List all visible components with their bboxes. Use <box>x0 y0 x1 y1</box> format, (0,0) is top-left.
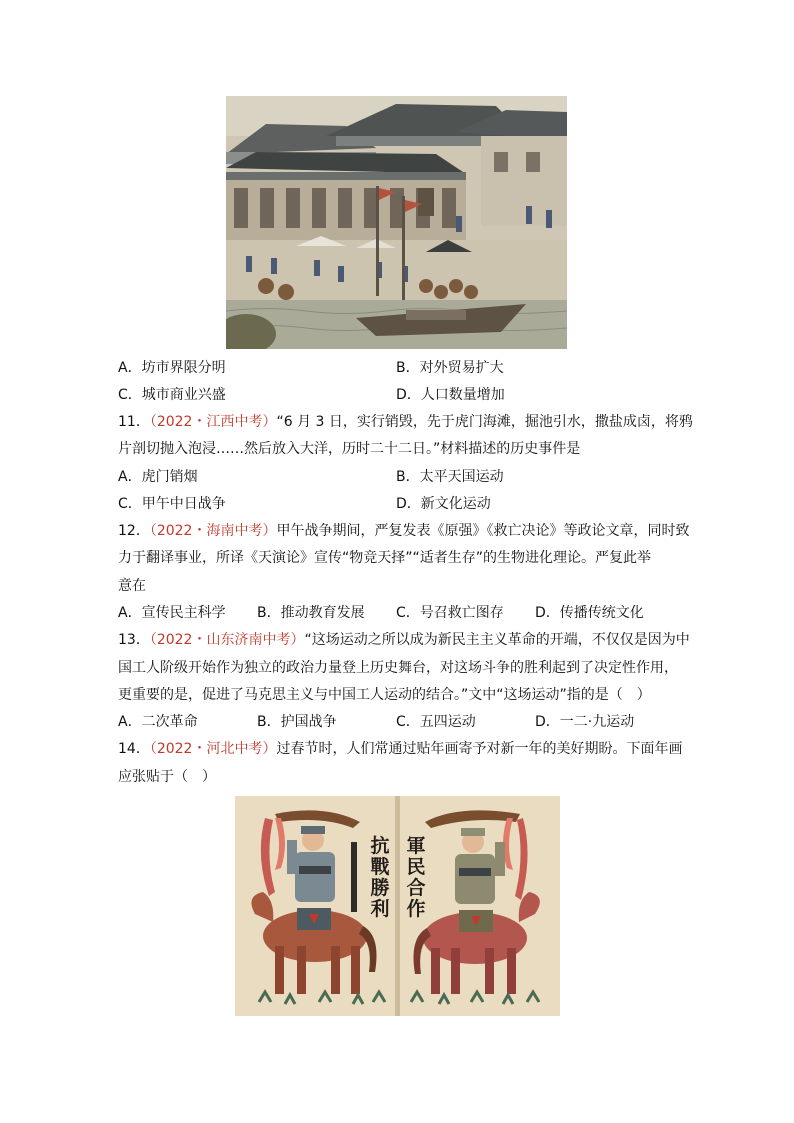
q13-option-a: A．二次革命 <box>118 714 198 730</box>
q12-option-c: C．号召救亡图存 <box>396 605 504 621</box>
q11-line-2: 片剖切抛入泡浸……然后放入大洋，历时二十二日。”材料描述的历史事件是 <box>118 441 581 457</box>
q13-option-d: D．一二·九运动 <box>535 714 635 730</box>
q14-line-2: 应张贴于（ ） <box>118 769 216 785</box>
q13-number: 13． <box>118 632 150 648</box>
market-street-painting <box>226 96 567 349</box>
q11-line-1 <box>118 412 693 432</box>
q12-line-2: 力于翻译事业，所译《天演论》宣传“物竞天择”“适者生存”的生物进化理论。严复此举 <box>118 550 652 566</box>
q12-source: （2022・海南中考） <box>149 523 277 539</box>
q11-source: （2022・江西中考） <box>149 414 277 430</box>
q11-option-b: B．太平天国运动 <box>396 469 504 485</box>
q12-option-b: B．推动教育发展 <box>257 605 365 621</box>
q11-text-1: “6 月 3 日，实行销毁，先于虎门海滩，掘池引水，撒盐成卤，将鸦 <box>276 414 693 430</box>
poster-right-slogan: 軍民合作 <box>406 835 426 920</box>
poster-left-slogan: 抗戰勝利 <box>370 835 390 920</box>
q13-line-2: 国工人阶级开始作为独立的政治力量登上历史舞台，对这场斗争的胜利起到了决定性作用， <box>118 660 678 676</box>
q12-text-1: 甲午战争期间，严复发表《原强》《救亡决论》等政论文章，同时致 <box>276 523 690 539</box>
q12-line-1 <box>118 521 689 541</box>
q13-line-1 <box>118 630 690 650</box>
q11-option-d: D．新文化运动 <box>396 496 491 512</box>
q13-option-c: C．五四运动 <box>396 714 476 730</box>
q12-option-a: A．宣传民主科学 <box>118 605 226 621</box>
q13-source: （2022・山东济南中考） <box>149 632 305 648</box>
q11-number: 11． <box>118 414 150 430</box>
q11-option-c: C．甲午中日战争 <box>118 496 226 512</box>
q14-line-1 <box>118 739 682 759</box>
q10-option-c: C．城市商业兴盛 <box>118 387 226 403</box>
q12-option-d: D．传播传统文化 <box>535 605 644 621</box>
q10-option-b: B．对外贸易扩大 <box>396 360 504 376</box>
q14-source: （2022・河北中考） <box>149 741 277 757</box>
q14-number: 14． <box>118 741 150 757</box>
q10-option-a: A．坊市界限分明 <box>118 360 226 376</box>
q10-option-d: D．人口数量增加 <box>396 387 505 403</box>
new-year-poster-pair <box>235 796 560 1016</box>
q14-text-1: 过春节时，人们常通过贴年画寄予对新一年的美好期盼。下面年画 <box>276 741 683 757</box>
q13-line-3: 更重要的是，促进了马克思主义与中国工人运动的结合。”文中“这场运动”指的是（ ） <box>118 687 651 703</box>
q13-text-1: “这场运动之所以成为新民主主义革命的开端，不仅仅是因为中 <box>304 632 690 648</box>
q12-number: 12． <box>118 523 150 539</box>
q11-option-a: A．虎门销烟 <box>118 469 198 485</box>
q13-option-b: B．护国战争 <box>257 714 337 730</box>
q12-line-3: 意在 <box>118 578 146 594</box>
